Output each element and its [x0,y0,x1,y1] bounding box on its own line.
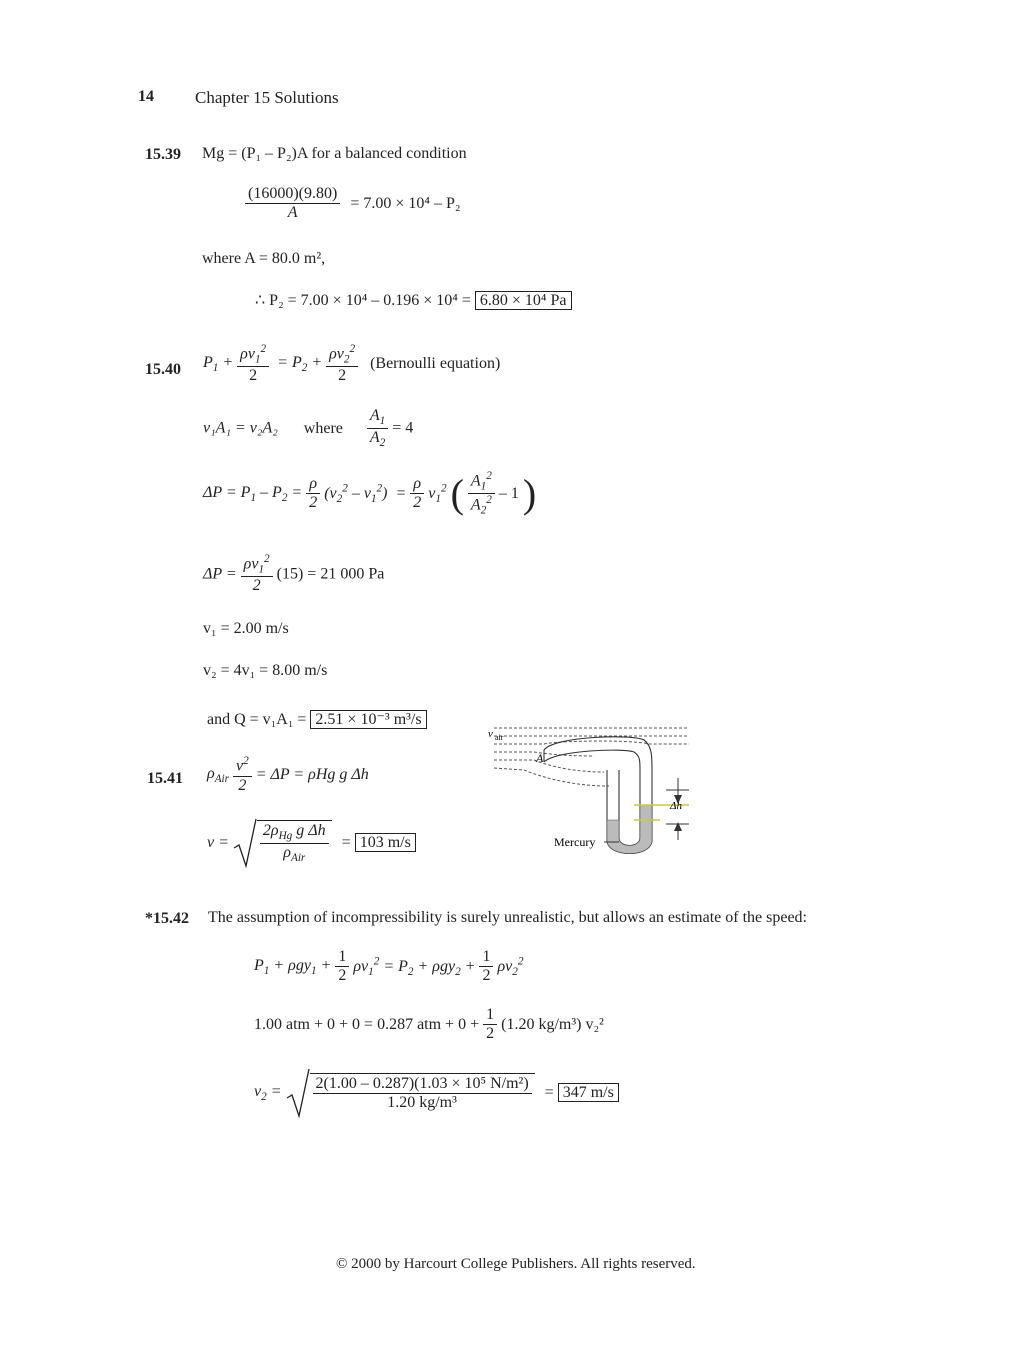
p42-v2-num: 2(1.00 – 0.287)(1.03 × 10⁵ N/m²) [313,1075,532,1094]
p42-intro: The assumption of incompressibility is surely unrealistic, but allows an estimate of the speed: [208,909,807,926]
figure-v-label: v [488,728,493,740]
p39-result-expr: ∴ P₂ = 7.00 × 10⁴ – 0.196 × 10⁴ = [255,292,471,309]
p42-bernoulli-values: 1.00 atm + 0 + 0 = 0.287 atm + 0 + $\frac{1}{2}$ (1.20 kg/m³) v₂² [254,1006,604,1043]
manometer-diagram [484,700,714,870]
p40-ratio-value: = 4 [392,419,414,437]
figure-v-subscript: air [495,733,504,742]
p40-delta-p-value-line: ΔP = $\frac{\rho v_1^2}{2}$ (15) = 21 000 Pa [203,553,385,595]
p39-answer-box: 6.80 × 10⁴ Pa [475,291,572,310]
p42-bernoulli-general: $P_1 + \rho gy_1$ + $\frac{1}{2}$ $\rho v_1^2 = P_2 + \rho gy_2$ + $\frac{1}{2}$ $\rho v_2^2$ [254,948,524,985]
p40-continuity: v₁A₁ = v₂A₂ [203,419,278,437]
p40-bernoulli: $P_1$ + $\frac{\rho v_1^2}{2}$ = $P_2$ + $\frac{\rho v_2^2}{2}$ (Bernoulli equation) [203,343,501,385]
p39-equation-balance: Mg = (P₁ – P₂)A for a balanced condition [202,145,467,162]
figure-area-label: A [536,751,544,765]
p40-answer-box: 2.51 × 10⁻³ m³/s [310,710,426,729]
p39-frac-num: (16000)(9.80) [245,185,340,204]
p42-v2-line: $v_2$ = $\frac{\text{2(1.00 – 0.287)(1.03 × 10⁵ N/m²)}}{\text{1.20 kg/m³}}$ = 347 m/s [254,1068,619,1118]
p40-v2: v₂ = 4v₁ = 8.00 m/s [203,662,328,679]
copyright-footer: © 2000 by Harcourt College Publishers. All rights reserved. [336,1256,696,1272]
p41-answer-box: 103 m/s [355,833,416,852]
p42-line2-tail: (1.20 kg/m³) v₂² [501,1015,604,1033]
figure-mercury-label: Mercury [554,835,596,849]
p39-equation-fraction [245,185,460,223]
p41-equation-rhs: = ΔP = ρHg g Δh [255,766,369,784]
p42-line2: 1.00 atm + 0 + 0 = 0.287 atm + 0 + [254,1015,480,1033]
p40-bernoulli-note: (Bernoulli equation) [370,355,501,373]
p39-frac-rhs: = 7.00 × 10⁴ – P₂ [350,194,461,212]
p40-continuity-line: v₁A₁ = v₂A₂ where $\frac{A_1}{A_2}$ = 4 [203,407,414,450]
problem-label-15-40: 15.40 [145,361,181,378]
p40-delta-p-value: (15) = 21 000 Pa [276,565,385,583]
p39-frac-den: A [287,204,298,222]
problem-label-15-41: 15.41 [147,770,183,787]
sqrt-sign-icon [286,1068,310,1118]
p41-speed-line: v = $\frac{2\rho_{Hg} g \Delta h}{\rho_{Air}}$ = 103 m/s [207,818,416,868]
figure-delta-h-label: Δh [670,800,682,812]
p40-delta-p-expression: $\Delta P = P_1 - P_2$ = $\frac{\rho}{2}$ $(v_2^2 - v_1^2)$ = $\frac{\rho}{2}$ $v_1^2$ ( $\frac{A_1^2}{A_2^2}$ – 1 ) [203,470,537,517]
sqrt-sign-icon [233,818,257,868]
p40-where: where [303,419,343,437]
p39-area: where A = 80.0 m², [202,250,326,267]
p41-energy-equation: $\rho_{Air}$ $\frac{v^2}{2}$ = ΔP = ρHg g Δh [207,755,369,794]
p40-flow-line [207,709,427,729]
p39-result-line [255,290,572,310]
problem-label-15-39: 15.39 [145,146,181,163]
p40-v1: v₁ = 2.00 m/s [203,620,289,637]
problem-label-15-42: *15.42 [145,910,189,927]
p40-flow-expr: and Q = v₁A₁ = [207,711,307,728]
p42-answer-box: 347 m/s [558,1083,619,1102]
p42-v2-den: 1.20 kg/m³ [387,1094,457,1111]
page-number: 14 [138,88,154,105]
chapter-title: Chapter 15 Solutions [195,88,339,107]
